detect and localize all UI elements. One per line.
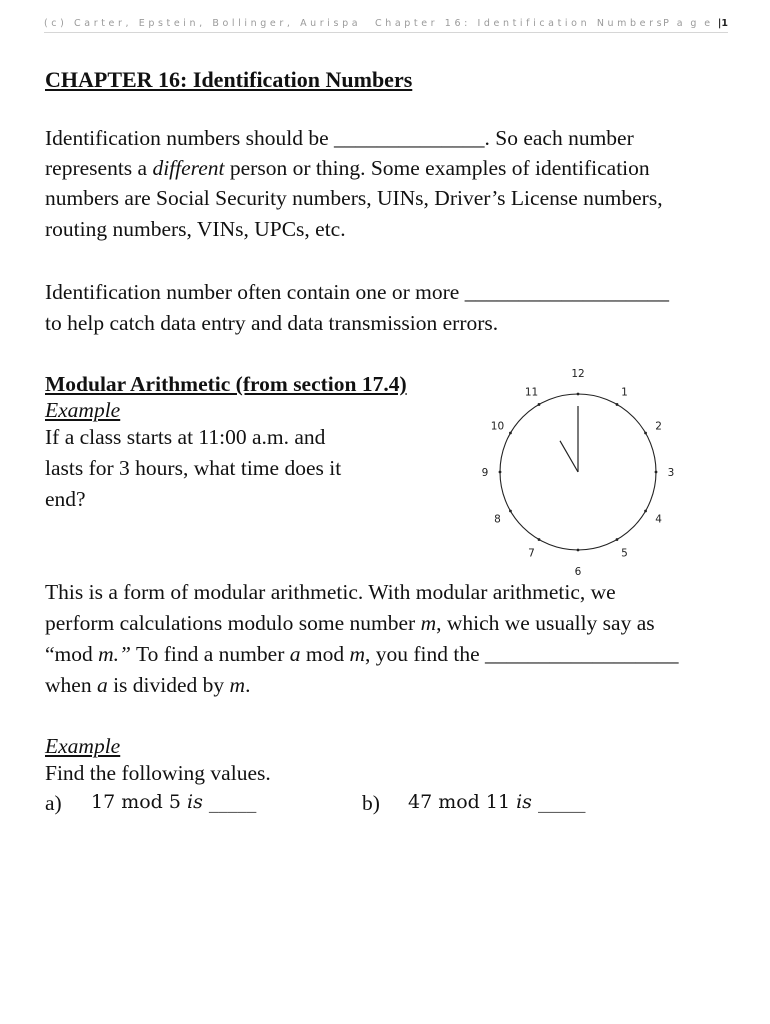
- clock-number: 7: [528, 547, 535, 560]
- clock-tick-mark: [509, 510, 512, 513]
- clock-tick-mark: [577, 393, 580, 396]
- clock-number: 4: [655, 513, 662, 526]
- para3-line4: [45, 675, 250, 697]
- example1-line1: If a class starts at 11:00 a.m. and: [45, 425, 326, 449]
- para2-line2: to help catch data entry and data transmission errors.: [45, 311, 499, 335]
- para3-line1: This is a form of modular arithmetic. With modular arithmetic, we: [45, 580, 616, 604]
- fill-in-blank: ______________: [334, 126, 485, 150]
- exercise-a: [45, 791, 257, 815]
- para2-text: Identification number often contain one or more: [45, 280, 465, 304]
- para1-text: person or thing. Some examples of identification: [224, 156, 650, 180]
- para3-line2: [45, 613, 655, 635]
- para2-line1: [45, 282, 669, 304]
- fill-in-blank: __________________: [485, 642, 679, 666]
- fill-in-blank: ___________________: [464, 280, 669, 304]
- clock-hour-hand: [560, 441, 578, 472]
- clock-number: 6: [574, 566, 582, 578]
- para1-text: . So each number: [484, 126, 634, 150]
- example-label: Example: [45, 398, 121, 422]
- clock-tick-mark: [616, 403, 619, 406]
- para3-text: .: [245, 673, 251, 697]
- header-page-number: 1: [721, 18, 728, 29]
- page-title: CHAPTER 16: Identification Numbers: [45, 67, 413, 92]
- exercise-b: [362, 791, 586, 815]
- para1-line3: numbers are Social Security numbers, UINs, Driver’s License numbers,: [45, 186, 663, 210]
- emphasis-text: different: [152, 156, 225, 180]
- running-header: [44, 14, 728, 33]
- para3-text: perform calculations modulo some number: [45, 611, 421, 635]
- clock-tick-mark: [577, 549, 580, 552]
- header-chapter: Chapter 16: Identification Numbers: [375, 18, 666, 29]
- para1-text: represents a: [45, 156, 153, 180]
- exercise-a-expression: [91, 793, 256, 812]
- clock-number: 2: [655, 420, 662, 433]
- clock-number: 9: [481, 467, 489, 479]
- section-heading: Modular Arithmetic (from section 17.4): [45, 372, 407, 396]
- expression-text: 17 mod 5: [91, 791, 188, 813]
- expression-is: is: [187, 791, 203, 813]
- example1-line3: end?: [45, 487, 86, 511]
- clock-tick-mark: [655, 471, 658, 474]
- clock-tick-mark: [499, 471, 502, 474]
- clock-tick-mark: [644, 432, 647, 435]
- expression-is: is: [516, 791, 532, 813]
- para1-line4: routing numbers, VINs, UPCs, etc.: [45, 217, 346, 241]
- header-page-label: P a g e: [663, 18, 713, 29]
- para3-text: when: [45, 673, 97, 697]
- header-page: [663, 18, 728, 29]
- variable-a: a: [289, 642, 301, 666]
- clock-numbers: [482, 368, 675, 578]
- para1-text: Identification numbers should be: [45, 126, 334, 150]
- clock-number: 10: [490, 420, 505, 433]
- clock-tick-mark: [616, 538, 619, 541]
- para3-text: , which we usually say as: [436, 611, 655, 635]
- header-page-sep: |: [717, 18, 722, 29]
- variable-a: a: [96, 673, 108, 697]
- para3-line3: [45, 644, 679, 666]
- clock-tick-mark: [538, 403, 541, 406]
- variable-m: m: [229, 673, 246, 697]
- fill-in-blank: _____: [537, 791, 586, 813]
- exercise-a-label: a): [45, 791, 62, 815]
- exercise-b-label: b): [362, 791, 380, 815]
- para3-text: is divided by: [107, 673, 230, 697]
- fill-in-blank: _____: [208, 791, 257, 813]
- clock-number: 5: [621, 547, 628, 560]
- para3-text: “mod: [45, 642, 99, 666]
- clock-number: 3: [667, 467, 675, 479]
- clock-tick-mark: [538, 538, 541, 541]
- example1-line2: lasts for 3 hours, what time does it: [45, 456, 342, 480]
- variable-m: m: [349, 642, 366, 666]
- clock-number: 1: [621, 386, 628, 399]
- variable-m: m: [420, 611, 437, 635]
- clock-number: 11: [524, 386, 539, 399]
- clock-number: 12: [571, 368, 585, 380]
- para3-text: , you find the: [365, 642, 486, 666]
- exercise-b-expression: [408, 793, 585, 812]
- variable-m: m.”: [98, 642, 132, 666]
- para3-text: mod: [300, 642, 350, 666]
- para1-line2: [45, 158, 650, 180]
- example2-prompt: Find the following values.: [45, 761, 271, 785]
- example-label: Example: [45, 734, 121, 758]
- clock-tick-mark: [509, 432, 512, 435]
- expression-text: 47 mod 11: [408, 791, 517, 813]
- para1-line1: [45, 128, 634, 150]
- clock-tick-mark: [644, 510, 647, 513]
- header-authors: (c) Carter, Epstein, Bollinger, Aurispa: [44, 18, 362, 29]
- clock-number: 8: [494, 513, 501, 526]
- para3-text: To find a number: [131, 642, 290, 666]
- clock-diagram: [474, 368, 684, 578]
